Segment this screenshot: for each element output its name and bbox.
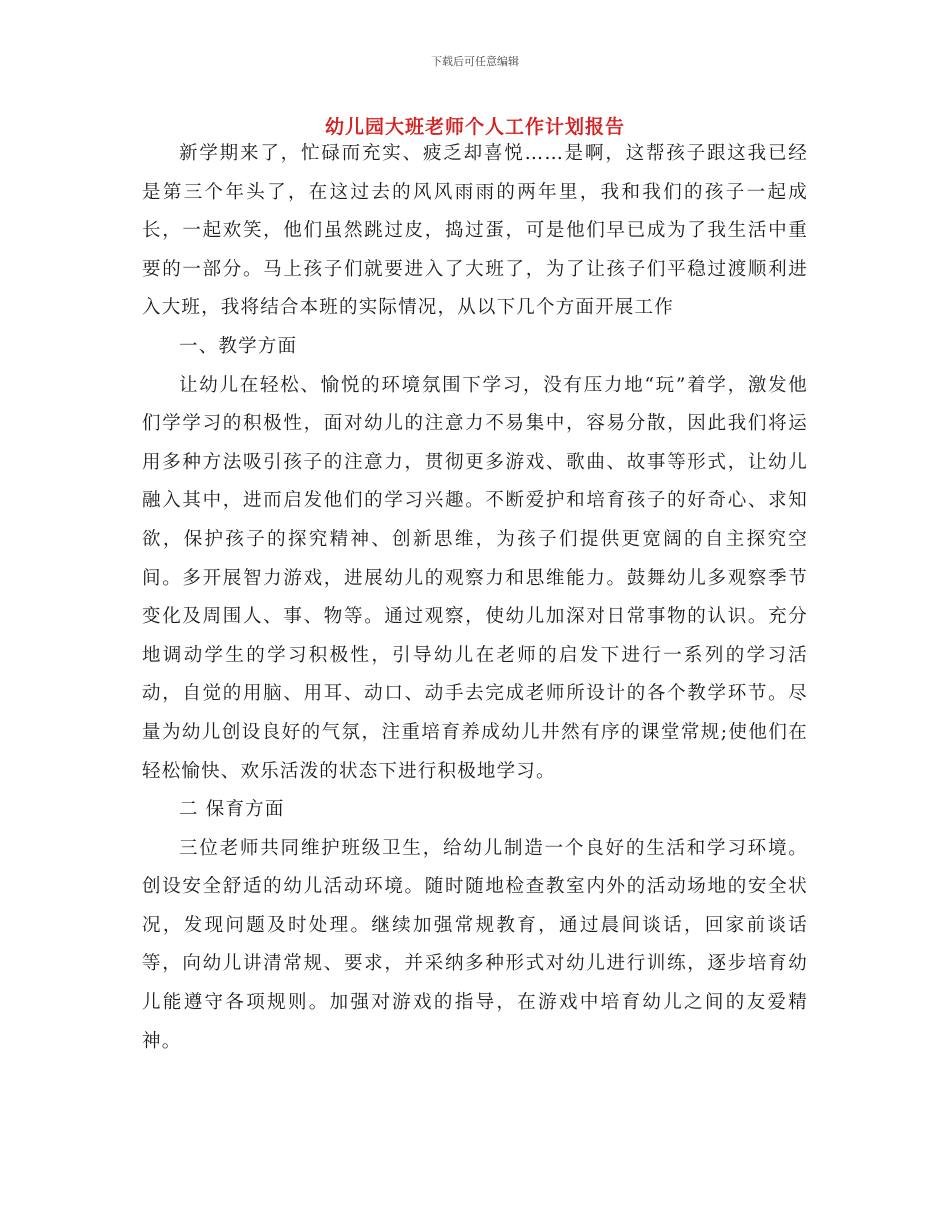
paragraph-care: 三位老师共同维护班级卫生，给幼儿制造一个良好的生活和学习环境。创设安全舒适的幼儿活动环境。随时随地检查教室内外的活动场地的安全状况，发现问题及时处理。继续加强常规教育，通过晨间谈话，回家前谈话等，向幼儿讲清常规、要求，并采纳多种形式对幼儿进行训练，逐步培育幼儿能遵守各项规则。加强对游戏的指导，在游戏中培育幼儿之间的友爱精神。 (142, 837, 808, 1052)
paragraph-intro: 新学期来了，忙碌而充实、疲乏却喜悦……是啊，这帮孩子跟这我已经是第三个年头了，在这过去的风风雨雨的两年里，我和我们的孩子一起成长，一起欢笑，他们虽然跳过皮，捣过蛋，可是他们早已成为了我生活中重要的一部分。马上孩子们就要进入了大班了，为了让孩子们平稳过渡顺利进入大班，我将结合本班的实际情况，从以下几个方面开展工作 (142, 143, 808, 319)
header-note: 下载后可任意编辑 (431, 55, 519, 68)
section-heading-teaching: 一、教学方面 (179, 335, 298, 357)
document-title: 幼儿园大班老师个人工作计划报告 (324, 116, 625, 138)
section-heading-care: 二 保育方面 (179, 799, 285, 821)
paragraph-teaching: 让幼儿在轻松、愉悦的环境氛围下学习，没有压力地“玩”着学，激发他们学学习的积极性，面对幼儿的注意力不易集中，容易分散，因此我们将运用多种方法吸引孩子的注意力，贯彻更多游戏、歌曲、故事等形式，让幼儿融入其中，进而启发他们的学习兴趣。不断爱护和培育孩子的好奇心、求知欲，保护孩子的探究精神、创新思维，为孩子们提供更宽阔的自主探究空间。多开展智力游戏，进展幼儿的观察力和思维能力。鼓舞幼儿多观察季节变化及周围人、事、物等。通过观察，使幼儿加深对日常事物的认识。充分地调动学生的学习积极性，引导幼儿在老师的启发下进行一系列的学习活动，自觉的用脑、用耳、动口、动手去完成老师所设计的各个教学环节。尽量为幼儿创设良好的气氛，注重培育养成幼儿井然有序的课堂常规;使他们在轻松愉快、欢乐活泼的状态下进行积极地学习。 (142, 374, 808, 782)
document-body (142, 135, 808, 1061)
